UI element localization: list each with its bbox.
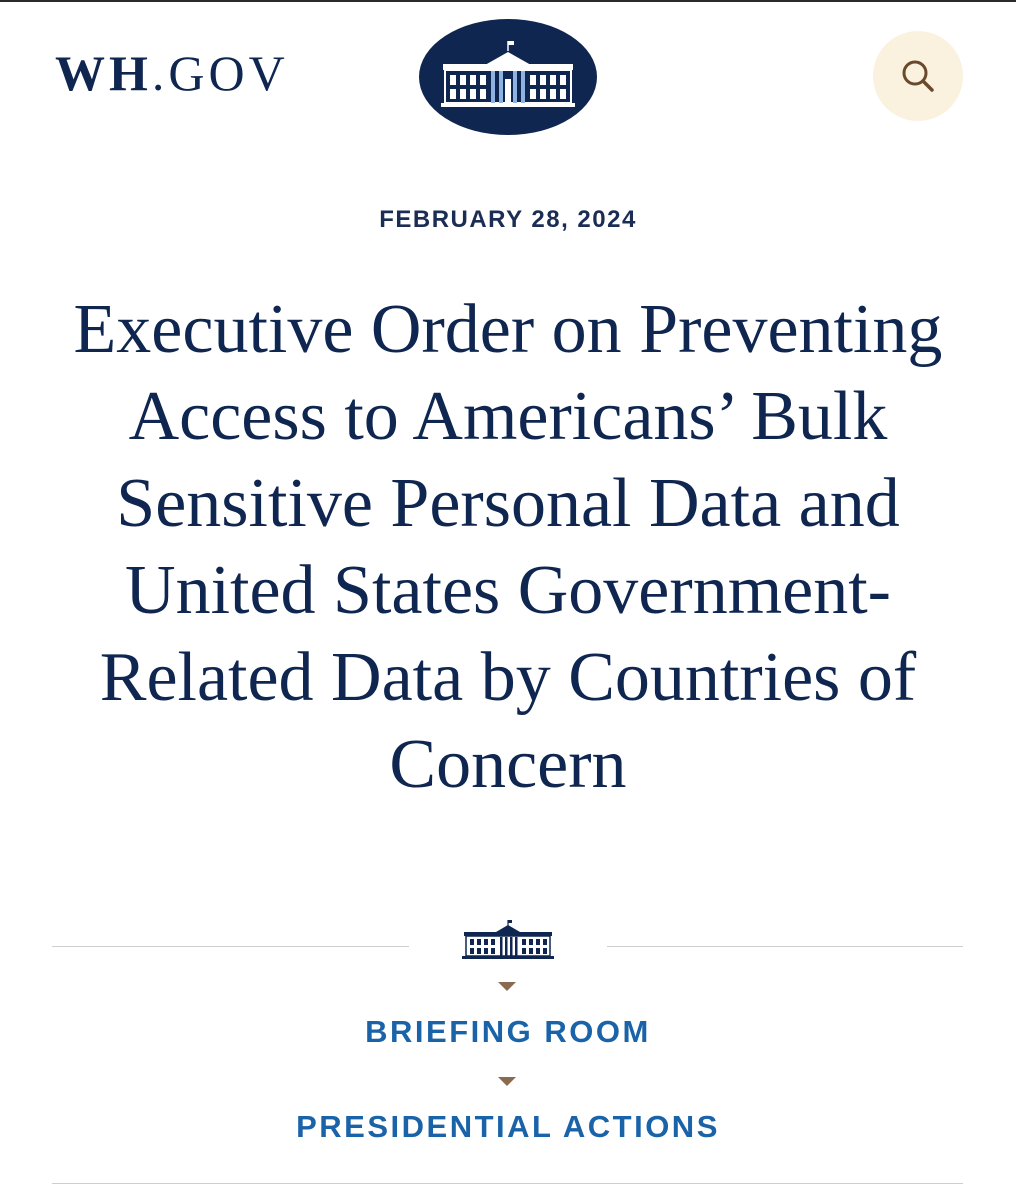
divider-bottom (52, 1183, 963, 1184)
logo-light-text: .GOV (151, 45, 289, 101)
breadcrumb-briefing-room[interactable]: BRIEFING ROOM (365, 1014, 651, 1049)
breadcrumb-presidential-actions[interactable]: PRESIDENTIAL ACTIONS (296, 1109, 720, 1144)
caret-down-icon (498, 982, 516, 991)
white-house-emblem-icon[interactable] (419, 19, 597, 135)
caret-down-icon (498, 1077, 516, 1086)
search-button[interactable] (873, 31, 963, 121)
publish-date: FEBRUARY 28, 2024 (379, 206, 637, 233)
top-rule (0, 0, 1016, 2)
divider-right (607, 946, 963, 947)
divider-left (52, 946, 409, 947)
site-logo[interactable] (55, 45, 289, 101)
search-icon (898, 56, 938, 96)
white-house-divider-icon (462, 918, 554, 962)
logo-bold-text: WH (55, 45, 152, 101)
page-title: Executive Order on Preventing Access to Americans’ Bulk Sensitive Personal Data and United States Government-Related Data by Countries of Concern (73, 291, 943, 803)
